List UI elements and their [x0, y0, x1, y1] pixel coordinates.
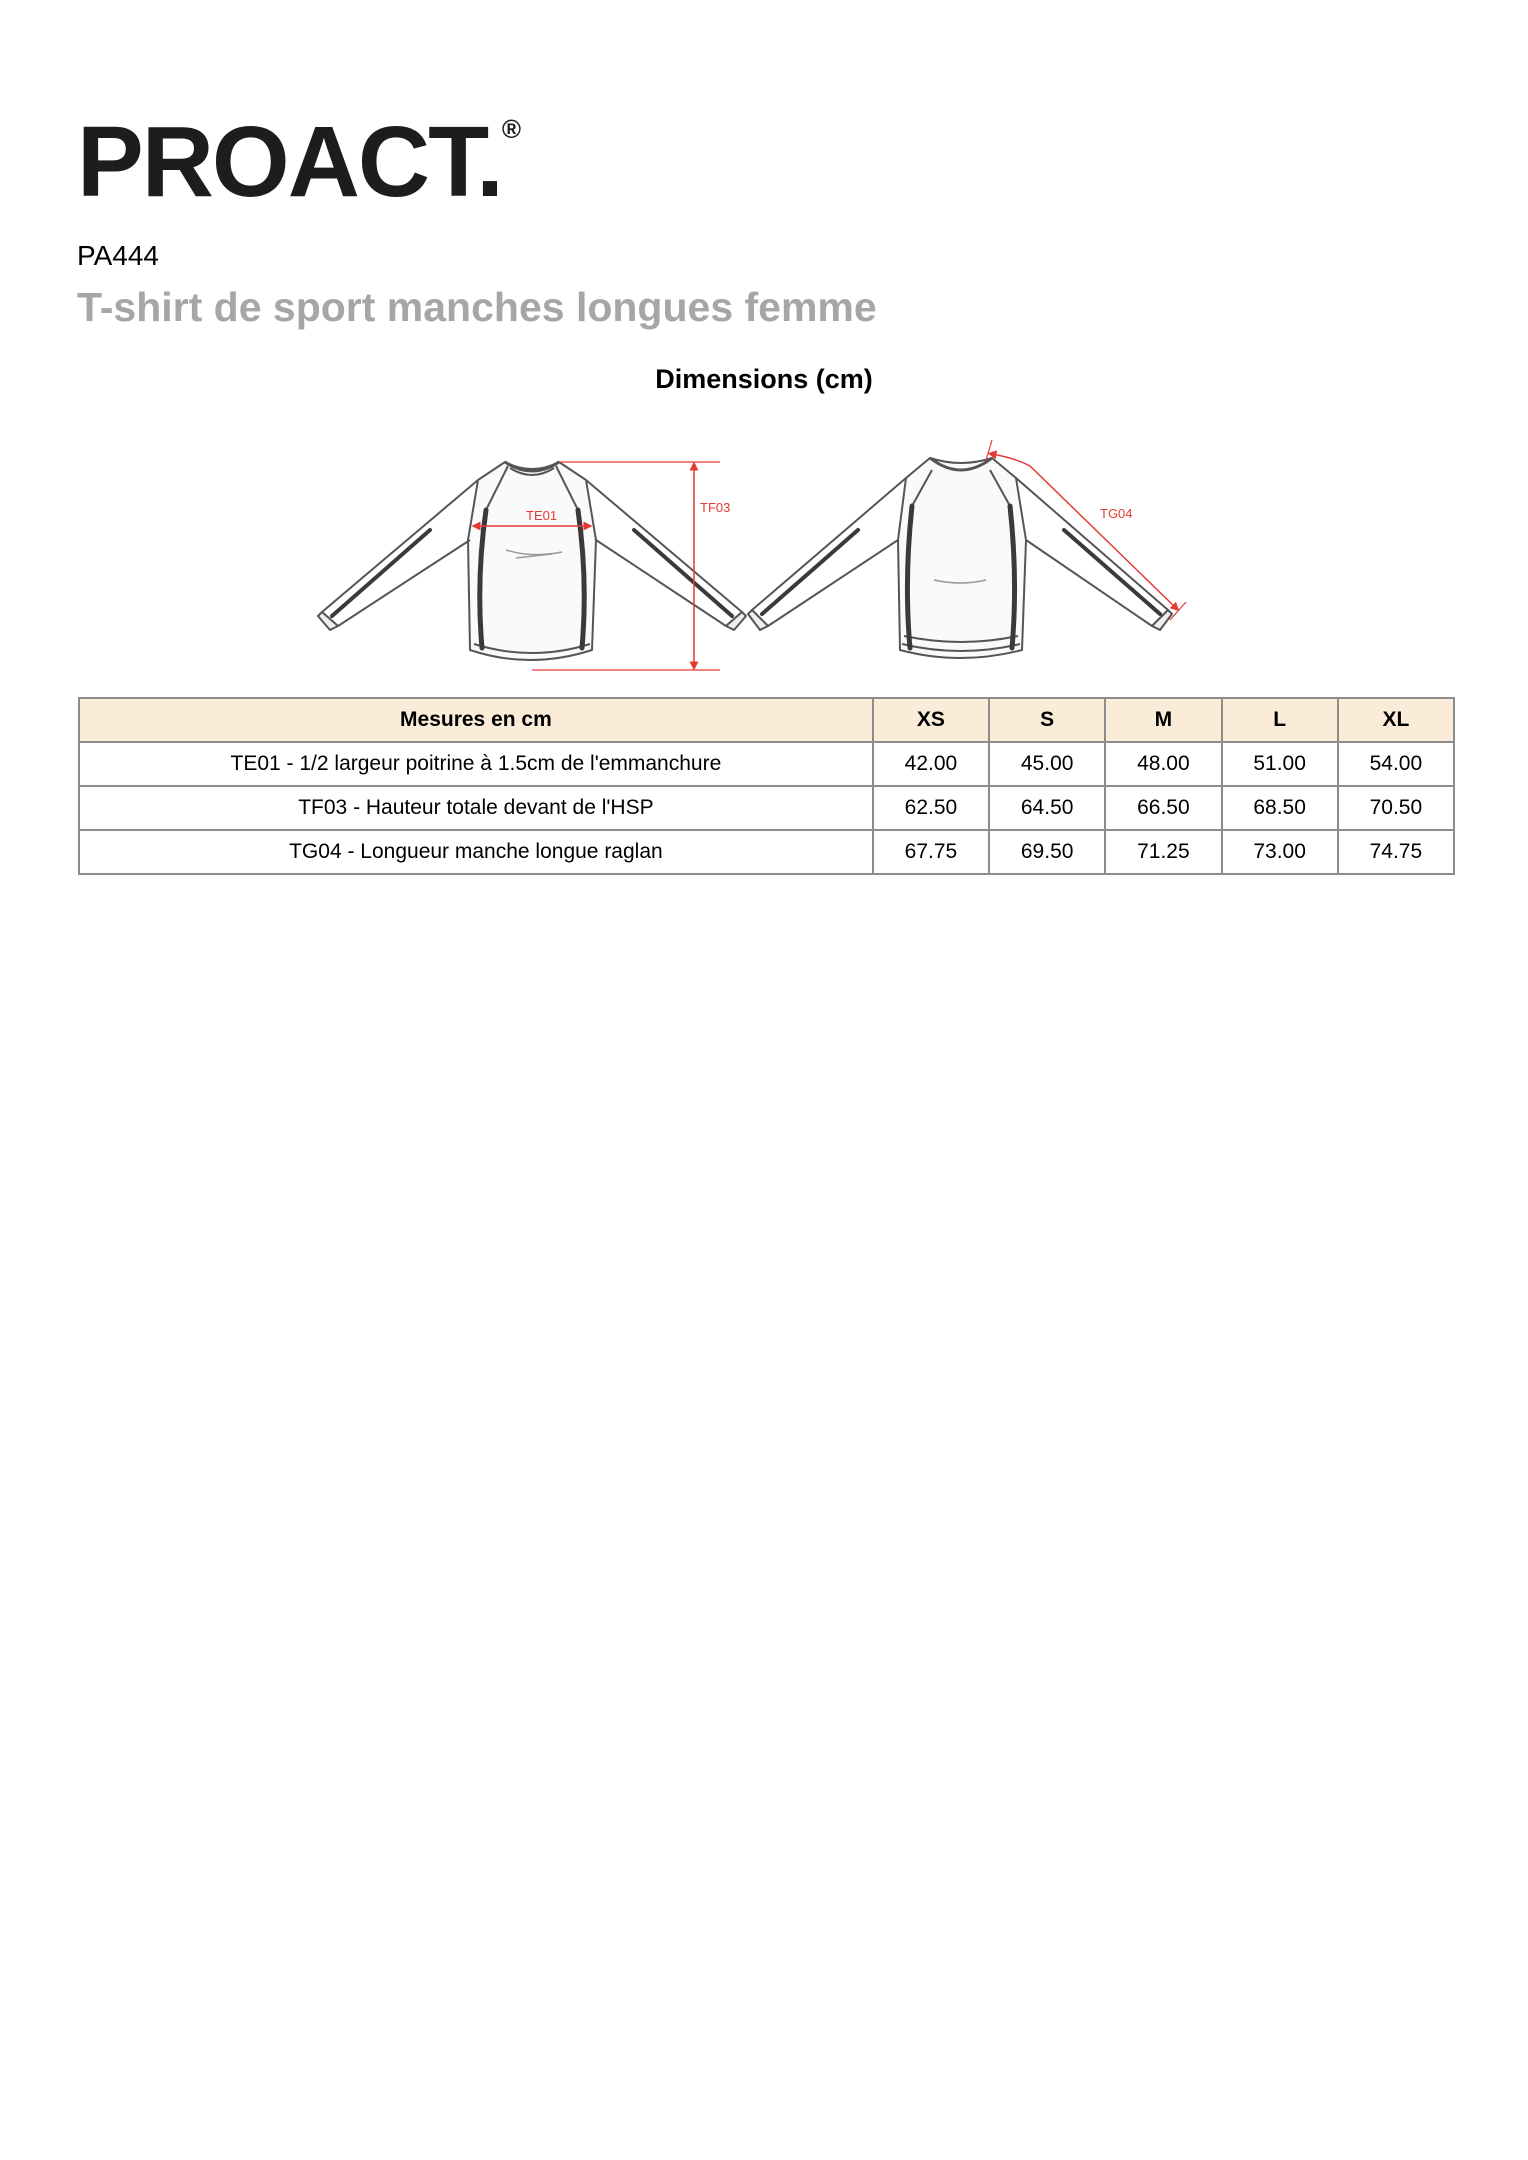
sleeve-measure-label: TG04 — [1100, 506, 1133, 521]
garment-measurement-diagram — [310, 430, 1210, 690]
cell-value: 70.50 — [1338, 786, 1454, 830]
dimensions-heading: Dimensions (cm) — [655, 364, 873, 394]
height-measure-label: TF03 — [700, 500, 731, 515]
cell-value: 62.50 — [873, 786, 989, 830]
table-row — [79, 830, 1454, 874]
cell-value: 67.75 — [873, 830, 989, 874]
product-title: T-shirt de sport manches longues femme — [77, 284, 877, 330]
chest-measure-label: TE01 — [526, 508, 558, 523]
back-view-shirt — [748, 458, 1172, 658]
header-size-m: M — [1105, 698, 1221, 742]
cell-value: 74.75 — [1338, 830, 1454, 874]
cell-value: 68.50 — [1222, 786, 1338, 830]
cell-value: 48.00 — [1105, 742, 1221, 786]
row-label: TG04 - Longueur manche longue raglan — [79, 830, 873, 874]
header-measure-label: Mesures en cm — [79, 698, 873, 742]
row-label: TE01 - 1/2 largeur poitrine à 1.5cm de l'emmanchure — [79, 742, 873, 786]
cell-value: 69.50 — [989, 830, 1105, 874]
cell-value: 71.25 — [1105, 830, 1221, 874]
cell-value: 51.00 — [1222, 742, 1338, 786]
header-size-xs: XS — [873, 698, 989, 742]
product-reference: PA444 — [77, 240, 159, 271]
cell-value: 45.00 — [989, 742, 1105, 786]
table-row — [79, 786, 1454, 830]
row-label: TF03 - Hauteur totale devant de l'HSP — [79, 786, 873, 830]
cell-value: 42.00 — [873, 742, 989, 786]
registered-mark: ® — [501, 114, 522, 144]
size-chart-table — [78, 697, 1455, 875]
logo-wordmark: PROACT. — [77, 106, 502, 218]
cell-value: 54.00 — [1338, 742, 1454, 786]
table-row — [79, 742, 1454, 786]
header-size-xl: XL — [1338, 698, 1454, 742]
front-view-shirt — [318, 462, 746, 660]
cell-value: 66.50 — [1105, 786, 1221, 830]
proact-logo — [77, 106, 522, 218]
cell-value: 73.00 — [1222, 830, 1338, 874]
size-chart-header-row — [79, 698, 1454, 742]
header-size-s: S — [989, 698, 1105, 742]
header-size-l: L — [1222, 698, 1338, 742]
cell-value: 64.50 — [989, 786, 1105, 830]
